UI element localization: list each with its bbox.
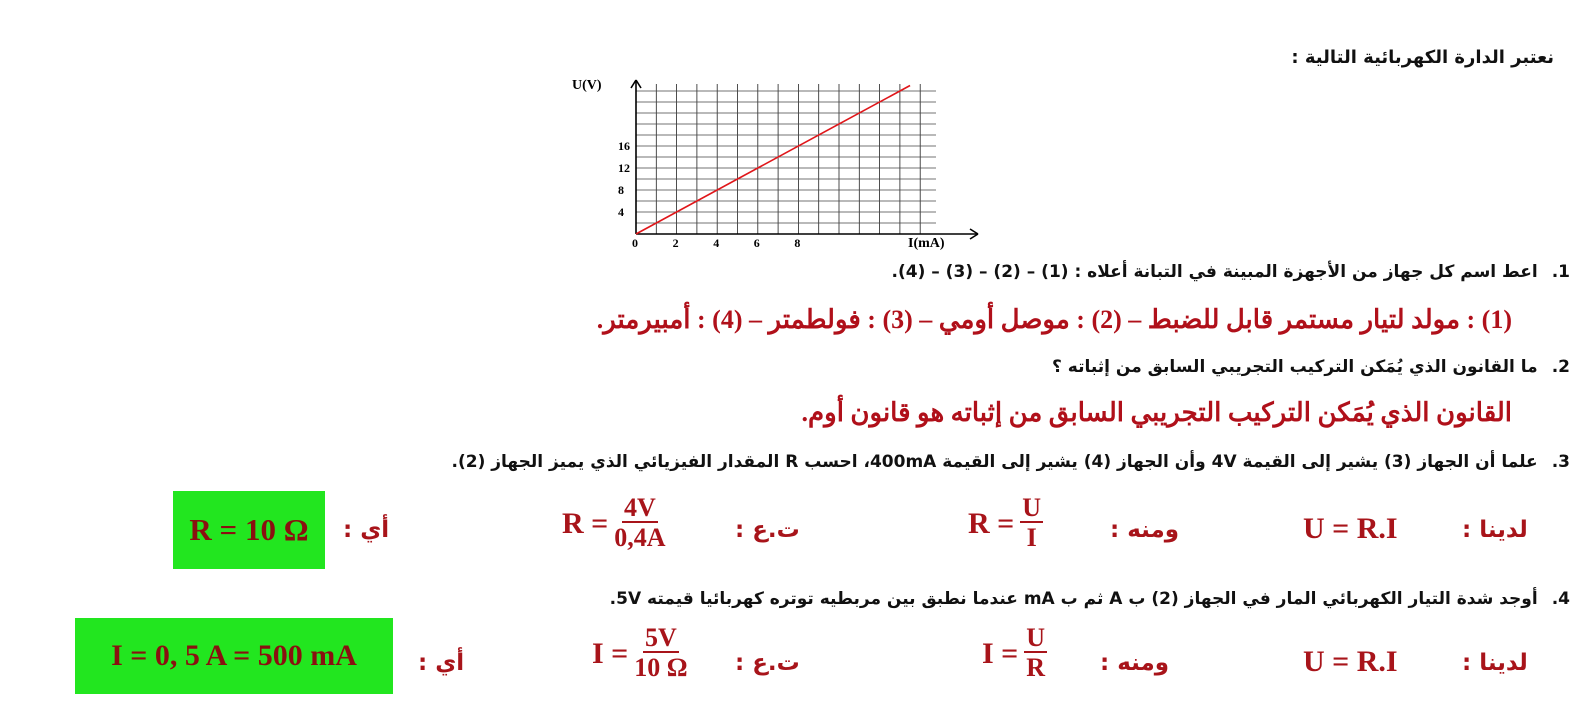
- x-tick-label: 0: [632, 236, 638, 250]
- y-tick-label: 4: [618, 205, 624, 219]
- question-text: ما القانون الذي يُمَكن التركيب التجريبي السابق من إثباته ؟: [1052, 357, 1538, 377]
- y-tick-label: 12: [618, 161, 630, 175]
- graph-axes: [631, 80, 978, 239]
- q3-given-label: لدينا :: [1462, 517, 1528, 543]
- answer-2: القانون الذي يُمَكن التركيب التجريبي السابق من إثباته هو قانون أوم.: [801, 398, 1512, 427]
- question-text: أوجد شدة التيار الكهربائي المار في الجهاز (2) ب A ثم ب mA عندما نطبق بين مربطيه توتره كهربائيا قيمته 5V.: [609, 589, 1538, 609]
- x-tick-label: 6: [753, 236, 760, 250]
- question-3: [451, 452, 1570, 472]
- question-number: 4.: [1551, 589, 1570, 609]
- x-axis-label: I(mA): [908, 236, 945, 251]
- x-tick-label: 8: [794, 236, 801, 250]
- exercise-heading: نعتبر الدارة الكهربائية التالية :: [1291, 47, 1554, 68]
- q4-then-formula: I = $\frac{U}{R}$: [982, 623, 1046, 683]
- q4-result-label: أي :: [418, 650, 465, 676]
- q3-given-formula: U = R.I: [1303, 512, 1398, 545]
- question-4: [610, 589, 1570, 609]
- graph-grid: [636, 84, 936, 234]
- x-tick-label: 2: [672, 236, 679, 250]
- question-text: علما أن الجهاز (3) يشير إلى القيمة 4V وأن الجهاز (4) يشير إلى القيمة 400mA، احسب R المقدار الفيزيائي الذي يميز الجهاز (2).: [451, 452, 1538, 472]
- answer-1: (1) : مولد لتيار مستمر قابل للضبط – (2) : موصل أومي – (3) : فولطمتر – (4) : أمبيرمتر.: [596, 305, 1512, 334]
- q3-app-label: ت.ع :: [735, 517, 800, 543]
- question-text: اعط اسم كل جهاز من الأجهزة المبينة في التبانة أعلاه : (1) – (2) – (3) – (4).: [891, 262, 1538, 282]
- q3-app-formula: R = $\frac{4V}{0,4A}$: [562, 493, 666, 553]
- question-2: [1052, 357, 1570, 377]
- q3-then-label: ومنه :: [1110, 517, 1180, 543]
- y-tick-label: 16: [618, 139, 630, 153]
- question-number: 1.: [1551, 262, 1570, 282]
- q4-app-formula: I = $\frac{5V}{10 \Omega}$: [592, 623, 688, 683]
- question-number: 3.: [1551, 452, 1570, 472]
- question-1: [892, 262, 1571, 282]
- q3-then-formula: R = $\frac{U}{I}$: [968, 493, 1042, 553]
- q3-result-box: R = 10 Ω: [173, 491, 325, 569]
- u-i-graph: [568, 72, 988, 252]
- q4-result-box: I = 0, 5 A = 500 mA: [75, 618, 393, 694]
- q4-given-formula: U = R.I: [1303, 645, 1398, 678]
- q4-given-label: لدينا :: [1462, 650, 1528, 676]
- question-number: 2.: [1551, 357, 1570, 377]
- q4-then-label: ومنه :: [1100, 650, 1170, 676]
- y-tick-label: 8: [618, 183, 624, 197]
- x-tick-label: 4: [713, 236, 720, 250]
- q3-result-label: أي :: [343, 517, 390, 543]
- y-axis-label: U(V): [572, 78, 602, 93]
- q4-app-label: ت.ع :: [735, 650, 800, 676]
